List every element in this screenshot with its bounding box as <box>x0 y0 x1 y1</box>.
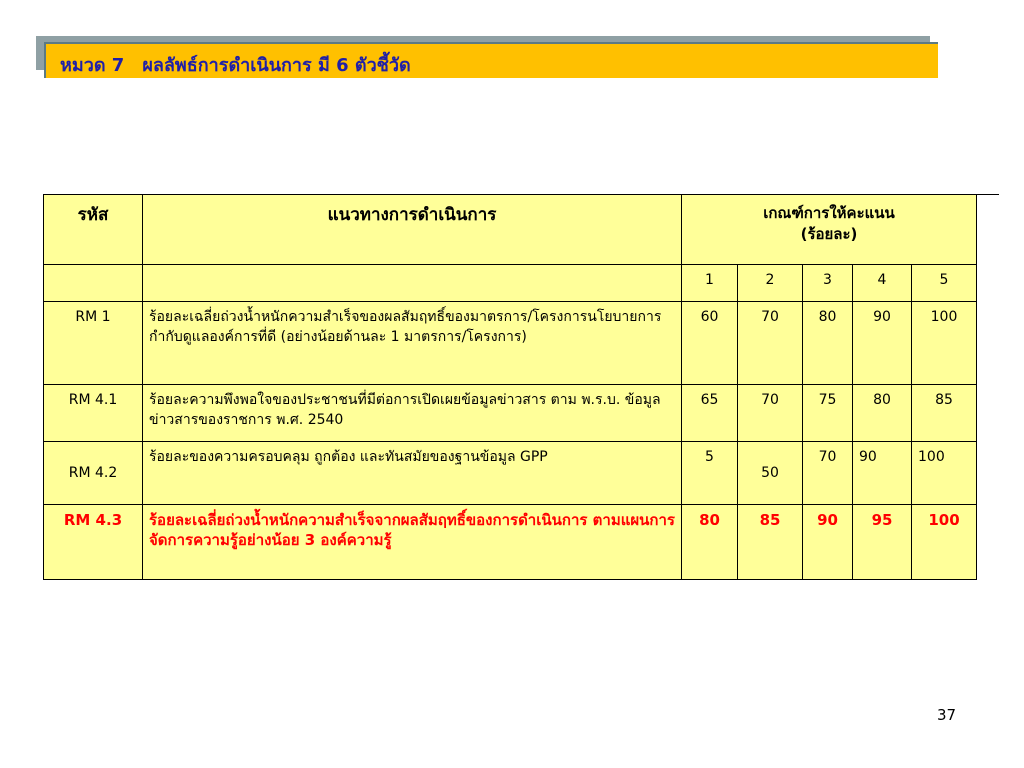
score-cell: 100 <box>912 302 977 385</box>
score-cell: 95 <box>853 505 912 580</box>
table-row-highlighted <box>44 505 977 580</box>
score-cell: 90 <box>853 442 912 505</box>
header-criteria-line2: (ร้อยละ) <box>800 225 858 243</box>
table-top-rule <box>975 194 999 195</box>
header-criteria <box>682 195 977 265</box>
row-description: ร้อยละเฉลี่ยถ่วงน้ำหนักความสำเร็จจากผลสัมฤทธิ์ของการดำเนินการ ตามแผนการจัดการความรู้อย่างน้อย 3 องค์ความรู้ <box>143 505 682 580</box>
level-4: 4 <box>853 265 912 302</box>
score-cell: 85 <box>738 505 803 580</box>
level-2: 2 <box>738 265 803 302</box>
indicator-table <box>43 194 977 580</box>
chapter-label: หมวด 7 <box>60 55 125 76</box>
level-3: 3 <box>803 265 853 302</box>
score-cell: 80 <box>853 385 912 442</box>
row-code: RM 4.3 <box>44 505 143 580</box>
score-level-row <box>44 265 977 302</box>
table-row <box>44 442 977 505</box>
score-cell: 90 <box>803 505 853 580</box>
score-cell: 75 <box>803 385 853 442</box>
row-code: RM 4.2 <box>44 442 143 505</box>
chapter-title: ผลลัพธ์การดำเนินการ มี 6 ตัวชี้วัด <box>142 55 411 76</box>
score-cell: 90 <box>853 302 912 385</box>
score-cell: 65 <box>682 385 738 442</box>
page-title <box>60 50 411 79</box>
score-value: 50 <box>761 465 779 481</box>
header-code: รหัส <box>44 195 143 265</box>
score-cell: 60 <box>682 302 738 385</box>
empty-cell <box>143 265 682 302</box>
level-5: 5 <box>912 265 977 302</box>
row-code: RM 1 <box>44 302 143 385</box>
page-number: 37 <box>937 706 957 724</box>
score-cell: 100 <box>912 505 977 580</box>
score-cell: 70 <box>803 442 853 505</box>
score-cell: 80 <box>682 505 738 580</box>
table-header-row <box>44 195 977 265</box>
header-description: แนวทางการดำเนินการ <box>143 195 682 265</box>
row-description: ร้อยละเฉลี่ยถ่วงน้ำหนักความสำเร็จของผลสัมฤทธิ์ของมาตรการ/โครงการนโยบายการกำกับดูแลองค์การที่ดี (อย่างน้อยด้านละ 1 มาตรการ/โครงการ) <box>143 302 682 385</box>
row-description: ร้อยละของความครอบคลุม ถูกต้อง และทันสมัยของฐานข้อมูล GPP <box>143 442 682 505</box>
score-cell: 70 <box>738 302 803 385</box>
row-description: ร้อยละความพึงพอใจของประชาชนที่มีต่อการเปิดเผยข้อมูลข่าวสาร ตาม พ.ร.บ. ข้อมูลข่าวสารของราชการ พ.ศ. 2540 <box>143 385 682 442</box>
table-row <box>44 302 977 385</box>
empty-cell <box>44 265 143 302</box>
score-cell: 85 <box>912 385 977 442</box>
score-cell: 80 <box>803 302 853 385</box>
title-bar <box>44 42 938 78</box>
score-cell <box>738 442 803 505</box>
row-code: RM 4.1 <box>44 385 143 442</box>
table-row <box>44 385 977 442</box>
level-1: 1 <box>682 265 738 302</box>
score-cell: 70 <box>738 385 803 442</box>
score-cell: 5 <box>682 442 738 505</box>
header-criteria-line1: เกณฑ์การให้คะแนน <box>763 204 895 222</box>
score-cell: 100 <box>912 442 977 505</box>
